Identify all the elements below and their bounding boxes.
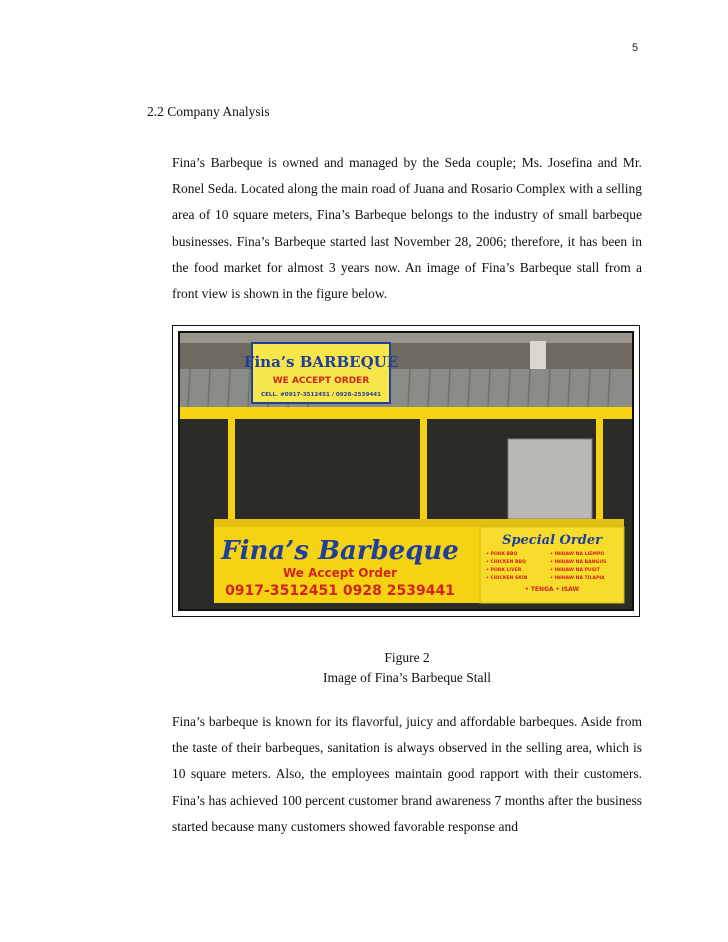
front-sign-title: Fina’s Barbeque: [221, 536, 459, 566]
metal-cabinet: [508, 439, 592, 519]
special-order-item: • INIHAW NA LIEMPO: [550, 552, 605, 557]
special-order-item: • CHICKEN BBQ: [486, 560, 526, 565]
intro-paragraph: Fina’s Barbeque is owned and managed by the Seda couple; Ms. Josefina and Mr. Ronel Seda. Located along the main road of Juana and Rosario Complex with a selling area of 10 square meters, Fina’s Barbeque belongs to the industry of small barbeque businesses. Fina’s Barbeque started last November 28, 2006; therefore, it has been in the food market for almost 3 years now. An image of Fina’s Barbeque stall from a front view is shown in the figure below.: [172, 155, 642, 302]
special-order-item: • PORK LIVER: [486, 568, 522, 573]
front-sign-subtitle: We Accept Order: [282, 566, 398, 580]
sky-strip: [180, 333, 634, 343]
roof-beam: [180, 407, 634, 419]
stall-illustration: [180, 333, 634, 611]
figure-caption: Image of Fina’s Barbeque Stall: [323, 670, 491, 685]
stall-post: [596, 419, 603, 519]
special-order-item: • CHICKEN SKIN: [486, 576, 528, 581]
figure-frame: [172, 325, 640, 617]
top-sign-phones: CELL. #0917-3512451 / 0928-2539441: [260, 392, 382, 398]
special-order-footer: • TENGA • ISAW: [524, 586, 580, 593]
special-order-item: • INIHAW NA TILAPIA: [550, 576, 605, 581]
section-heading: 2.2 Company Analysis: [147, 104, 270, 119]
reputation-paragraph: Fina’s barbeque is known for its flavorful, juicy and affordable barbeques. Aside from the taste of their barbeques, sanitation is always observed in the selling area, which is 10 square meters. Also, the employees maintain good rapport with their customers. Fina’s has achieved 100 percent customer brand awareness 7 months after the business started because many customers showed favorable response and: [172, 714, 642, 834]
counter-top: [214, 519, 624, 527]
special-order-item: • PORK BBQ: [486, 552, 518, 557]
pipe: [530, 341, 546, 371]
special-order-item: • INIHAW NA PUSIT: [550, 568, 600, 573]
special-order-title: Special Order: [502, 533, 602, 548]
stall-post: [228, 419, 235, 519]
page-number: 5: [632, 42, 639, 54]
top-sign-subtitle: WE ACCEPT ORDER: [272, 376, 370, 386]
figure-label: Figure 2: [384, 650, 430, 665]
special-order-item: • INIHAW NA BANGUS: [550, 560, 607, 565]
stall-photo: [178, 331, 634, 611]
front-sign-phones: 0917-3512451 0928 2539441: [225, 583, 455, 599]
stall-post: [420, 419, 427, 519]
top-sign-title: Fina’s BARBEQUE: [243, 353, 399, 371]
